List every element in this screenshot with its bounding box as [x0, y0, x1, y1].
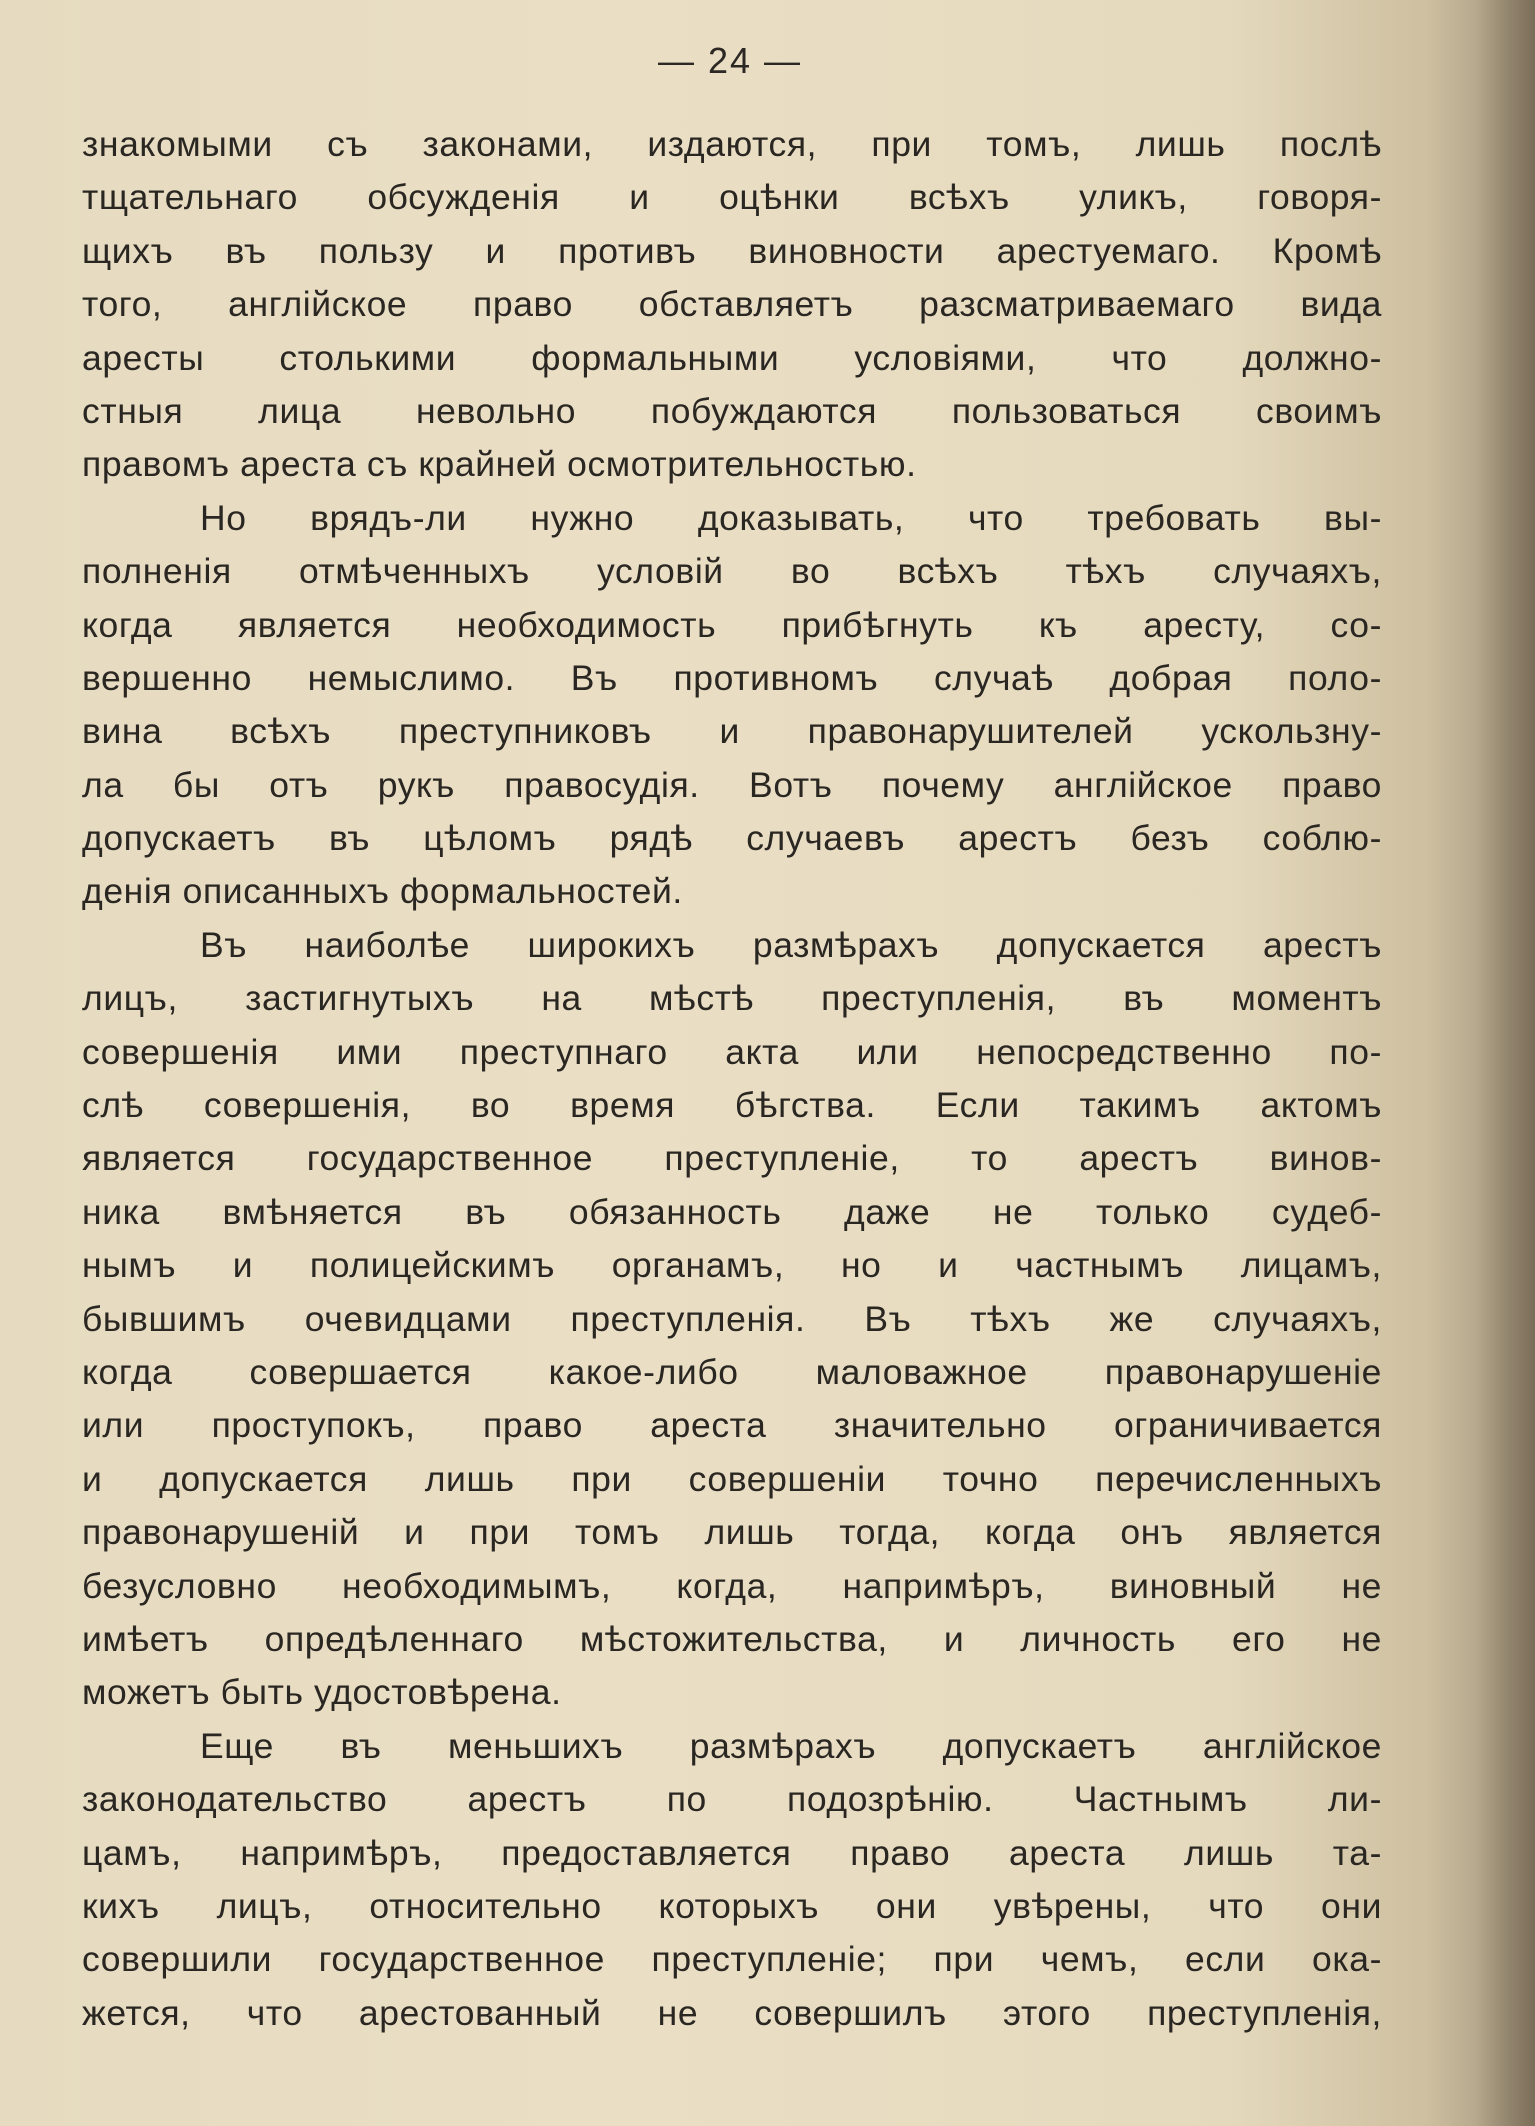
text-line: совершенія ими преступнаго акта или непосредственно по-: [82, 1031, 1382, 1072]
page-number: — 24 —: [657, 40, 803, 81]
text-line: лицъ, застигнутыхъ на мѣстѣ преступленія, въ моментъ: [82, 978, 1382, 1019]
text-line: денія описанныхъ формальностей.: [82, 871, 683, 912]
text-line: и допускается лишь при совершеніи точно перечисленныхъ: [82, 1458, 1382, 1499]
text-line: допускаетъ въ цѣломъ рядѣ случаевъ арестъ безъ соблю-: [82, 818, 1382, 859]
text-line: законодательство арестъ по подозрѣнію. Частнымъ ли-: [82, 1779, 1382, 1820]
text-line: вершенно немыслимо. Въ противномъ случаѣ добрая поло-: [82, 657, 1382, 698]
text-line: когда совершается какое-либо маловажное правонарушеніе: [82, 1351, 1382, 1392]
text-line: вина всѣхъ преступниковъ и правонарушителей ускользну-: [82, 711, 1382, 752]
text-line: тщательнаго обсужденія и оцѣнки всѣхъ уликъ, говоря-: [82, 177, 1382, 218]
text-line: щихъ въ пользу и противъ виновности арестуемаго. Кромѣ: [82, 230, 1382, 271]
text-line: Но врядъ-ли нужно доказывать, что требовать вы-: [200, 497, 1382, 538]
text-line: того, англійское право обставляетъ разсматриваемаго вида: [82, 284, 1382, 325]
text-line: можетъ быть удостовѣрена.: [82, 1672, 562, 1713]
text-line: полненія отмѣченныхъ условій во всѣхъ тѣхъ случаяхъ,: [82, 551, 1382, 592]
text-line: слѣ совершенія, во время бѣгства. Если такимъ актомъ: [82, 1085, 1382, 1126]
text-line: цамъ, напримѣръ, предоставляется право ареста лишь та-: [82, 1832, 1382, 1873]
text-line: безусловно необходимымъ, когда, напримѣръ, виновный не: [82, 1565, 1382, 1606]
text-line: жется, что арестованный не совершилъ этого преступленія,: [82, 1992, 1382, 2033]
text-line: Еще въ меньшихъ размѣрахъ допускаетъ англійское: [200, 1725, 1382, 1766]
text-line: стныя лица невольно побуждаются пользоваться своимъ: [82, 390, 1382, 431]
text-line: является государственное преступленіе, то арестъ винов-: [82, 1138, 1382, 1179]
text-line: когда является необходимость прибѣгнуть къ аресту, со-: [82, 604, 1382, 645]
text-line: знакомыми съ законами, издаются, при томъ, лишь послѣ: [82, 124, 1382, 164]
text-line: правомъ ареста съ крайней осмотрительностью.: [82, 444, 917, 485]
body-text: [82, 118, 1382, 2040]
text-line: правонарушеній и при томъ лишь тогда, когда онъ является: [82, 1512, 1382, 1553]
text-line: имѣетъ опредѣленнаго мѣстожительства, и личность его не: [82, 1618, 1382, 1659]
text-line: бывшимъ очевидцами преступленія. Въ тѣхъ же случаяхъ,: [82, 1298, 1382, 1339]
text-line: нымъ и полицейскимъ органамъ, но и частнымъ лицамъ,: [82, 1245, 1382, 1286]
text-line: совершили государственное преступленіе; при чемъ, если ока-: [82, 1939, 1382, 1980]
text-line: или проступокъ, право ареста значительно ограничивается: [82, 1405, 1382, 1446]
text-line: Въ наиболѣе широкихъ размѣрахъ допускается арестъ: [200, 924, 1382, 965]
page-edge-shadow: [1475, 0, 1535, 2126]
text-line: кихъ лицъ, относительно которыхъ они увѣрены, что они: [82, 1885, 1382, 1926]
text-line: ла бы отъ рукъ правосудія. Вотъ почему англійское право: [82, 764, 1382, 805]
text-line: аресты столькими формальными условіями, что должно-: [82, 337, 1382, 378]
text-line: ника вмѣняется въ обязанность даже не только судеб-: [82, 1191, 1382, 1232]
